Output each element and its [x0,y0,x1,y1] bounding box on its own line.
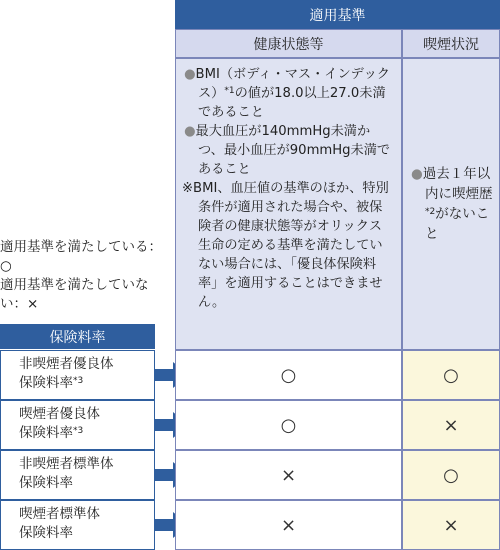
rate-label-row-4: 喫煙者標準体 保険料率 [0,500,155,550]
smoking-criteria-cell [402,58,500,350]
bmi-criterion: ●BMI（ボディ・マス・インデックス）$^{*1}$の値が18.0以上27.0未満であること [184,67,390,120]
smoking-result-row-1: ○ [402,350,500,400]
smoking-result-row-3: ○ [402,450,500,500]
bullet-icon: ● [411,166,423,182]
rate-label-row-3: 非喫煙者標準体 保険料率 [0,450,155,500]
health-result-row-3: × [175,450,402,500]
health-result-row-1: ○ [175,350,402,400]
rates-header: 保険料率 [0,324,155,349]
health-column-header: 健康状態等 [175,29,402,58]
criteria-note: ※BMI、血圧値の基準のほか、特別条件が適用された場合や、被保険者の健康状態等がオリックス生命の定める基準を満たしていない場合には、「優良体保険料率」を適用することはできません。 [182,181,389,310]
smoking-result-row-4: × [402,500,500,550]
bullet-icon: ● [184,67,196,82]
blood-pressure-criterion: ●最大血圧が140mmHg未満かつ、最小血圧が90mmHg未満であること [184,124,391,177]
legend-not-met: 適用基準を満たしていない：× [0,277,149,312]
smoking-result-row-2: × [402,400,500,450]
health-criteria-cell [175,58,402,350]
health-result-row-4: × [175,500,402,550]
bullet-icon: ● [184,124,196,139]
smoking-column-header: 喫煙状況 [402,29,500,58]
rate-label-row-1: 非喫煙者優良体 保険料率$^{*3}$ [0,350,155,400]
criteria-header: 適用基準 [175,0,500,29]
legend-met: 適用基準を満たしている：○ [0,239,162,274]
legend [0,238,172,314]
rate-label-row-2: 喫煙者優良体 保険料率$^{*3}$ [0,400,155,450]
smoking-criterion: ●過去１年以内に喫煙歴$^{*2}$がないこと [411,166,493,242]
health-result-row-2: ○ [175,400,402,450]
